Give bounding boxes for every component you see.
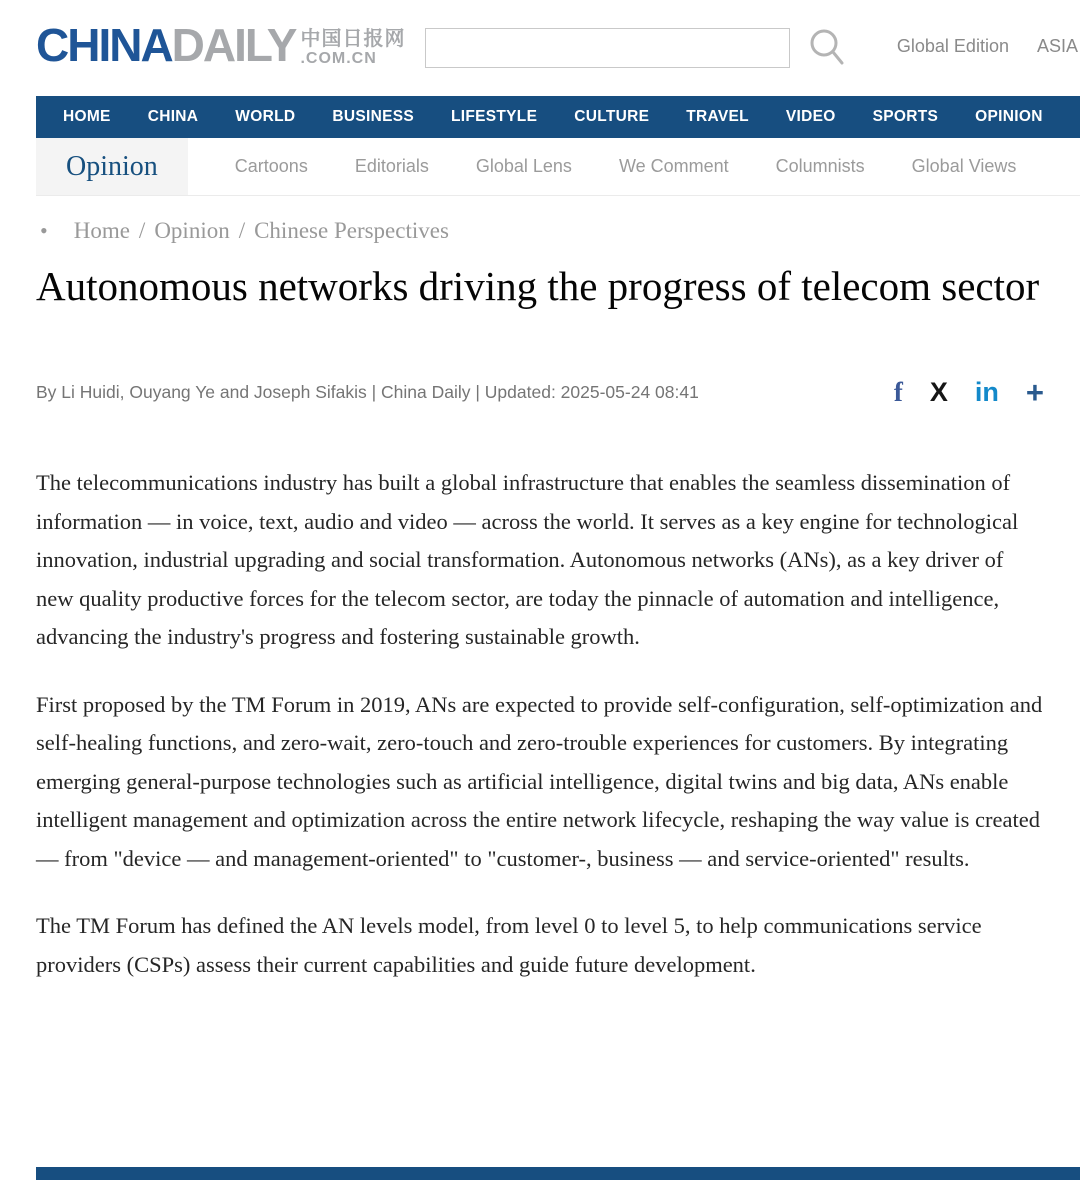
subnav-item-global-views[interactable]: Global Views bbox=[911, 156, 1017, 176]
global-edition-link[interactable]: Global Edition bbox=[896, 36, 1009, 56]
search-icon[interactable] bbox=[806, 26, 848, 68]
article-title: Autonomous networks driving the progress of telecom sector bbox=[36, 263, 1040, 309]
share-toolbar bbox=[893, 375, 1044, 410]
asia-edition-link[interactable]: ASIA bbox=[1036, 36, 1078, 56]
breadcrumb-separator: / bbox=[238, 218, 246, 243]
nav-item-lifestyle[interactable]: LIFESTYLE bbox=[450, 108, 538, 125]
nav-item-business[interactable]: BUSINESS bbox=[332, 108, 414, 125]
more-share-icon[interactable]: + bbox=[1025, 375, 1044, 410]
logo-chinese-characters: 中国日报网 bbox=[300, 28, 406, 50]
nav-item-china[interactable]: CHINA bbox=[147, 108, 199, 125]
logo-domain-text: .COM.CN bbox=[300, 50, 377, 67]
site-header bbox=[0, 0, 1080, 96]
breadcrumb-bullet-icon: • bbox=[40, 218, 48, 243]
linkedin-share-icon[interactable]: in bbox=[974, 377, 999, 407]
byline-row bbox=[36, 375, 1044, 410]
opinion-subnav bbox=[36, 138, 1080, 196]
chinadaily-logo[interactable] bbox=[36, 19, 406, 71]
article-byline: By Li Huidi, Ouyang Ye and Joseph Sifakis | China Daily | Updated: 2025-05-24 08:41 bbox=[36, 382, 699, 402]
facebook-share-icon[interactable]: f bbox=[893, 377, 903, 407]
breadcrumb-home-link[interactable]: Home bbox=[73, 218, 130, 243]
subnav-item-columnists[interactable]: Columnists bbox=[775, 156, 865, 176]
search-input[interactable] bbox=[425, 28, 790, 68]
nav-item-home[interactable]: HOME bbox=[63, 108, 111, 125]
nav-item-world[interactable]: WORLD bbox=[235, 108, 296, 125]
nav-item-culture[interactable]: CULTURE bbox=[574, 108, 650, 125]
subnav-tab-opinion-active[interactable]: Opinion bbox=[36, 138, 188, 195]
main-nav bbox=[36, 96, 1080, 138]
footer-nav-bar bbox=[36, 1167, 1080, 1180]
subnav-item-we-comment[interactable]: We Comment bbox=[618, 156, 729, 176]
nav-item-travel[interactable]: TRAVEL bbox=[686, 108, 749, 125]
breadcrumb bbox=[36, 196, 1044, 244]
article-paragraph-3: The TM Forum has defined the AN levels model, from level 0 to level 5, to help communications service providers (CSPs) assess their current capabilities and guide future development. bbox=[36, 913, 982, 977]
subnav-item-cartoons[interactable]: Cartoons bbox=[234, 156, 308, 176]
subnav-item-global-lens[interactable]: Global Lens bbox=[475, 156, 572, 176]
breadcrumb-chinese-perspectives-link[interactable]: Chinese Perspectives bbox=[254, 218, 449, 243]
article-paragraph-2: First proposed by the TM Forum in 2019, ANs are expected to provide self-configuration, self-optimization and self-healing functions, and zero-wait, zero-touch and zero-trouble experiences for customers. By integrating emerging general-purpose technologies such as artificial intelligence, digital twins and big data, ANs enable intelligent management and optimization across the entire network lifecycle, reshaping the way value is created — from "device — and management-oriented" to "customer-, business — and service-oriented" results. bbox=[36, 691, 1043, 871]
article-paragraph-1: The telecommunications industry has built a global infrastructure that enables the seamless dissemination of information — in voice, text, audio and video — across the world. It serves as a key engine for technological innovation, industrial upgrading and social transformation. Autonomous networks (ANs), as a key driver of new quality productive forces for the telecom sector, are today the pinnacle of automation and intelligence, advancing the industry's progress and fostering sustainable growth. bbox=[36, 470, 1019, 649]
logo-text-daily: DAILY bbox=[171, 19, 296, 71]
logo-text-china: CHINA bbox=[36, 19, 172, 71]
nav-item-video[interactable]: VIDEO bbox=[785, 108, 836, 125]
nav-item-sports[interactable]: SPORTS bbox=[872, 108, 939, 125]
subnav-item-editorials[interactable]: Editorials bbox=[354, 156, 429, 176]
x-share-icon[interactable]: X bbox=[929, 377, 948, 407]
breadcrumb-opinion-link[interactable]: Opinion bbox=[154, 218, 230, 243]
nav-item-opinion[interactable]: OPINION bbox=[975, 108, 1043, 125]
breadcrumb-separator: / bbox=[138, 218, 146, 243]
article-body bbox=[36, 464, 1044, 984]
logo-chinese-block bbox=[300, 28, 405, 68]
edition-links bbox=[897, 36, 1078, 57]
